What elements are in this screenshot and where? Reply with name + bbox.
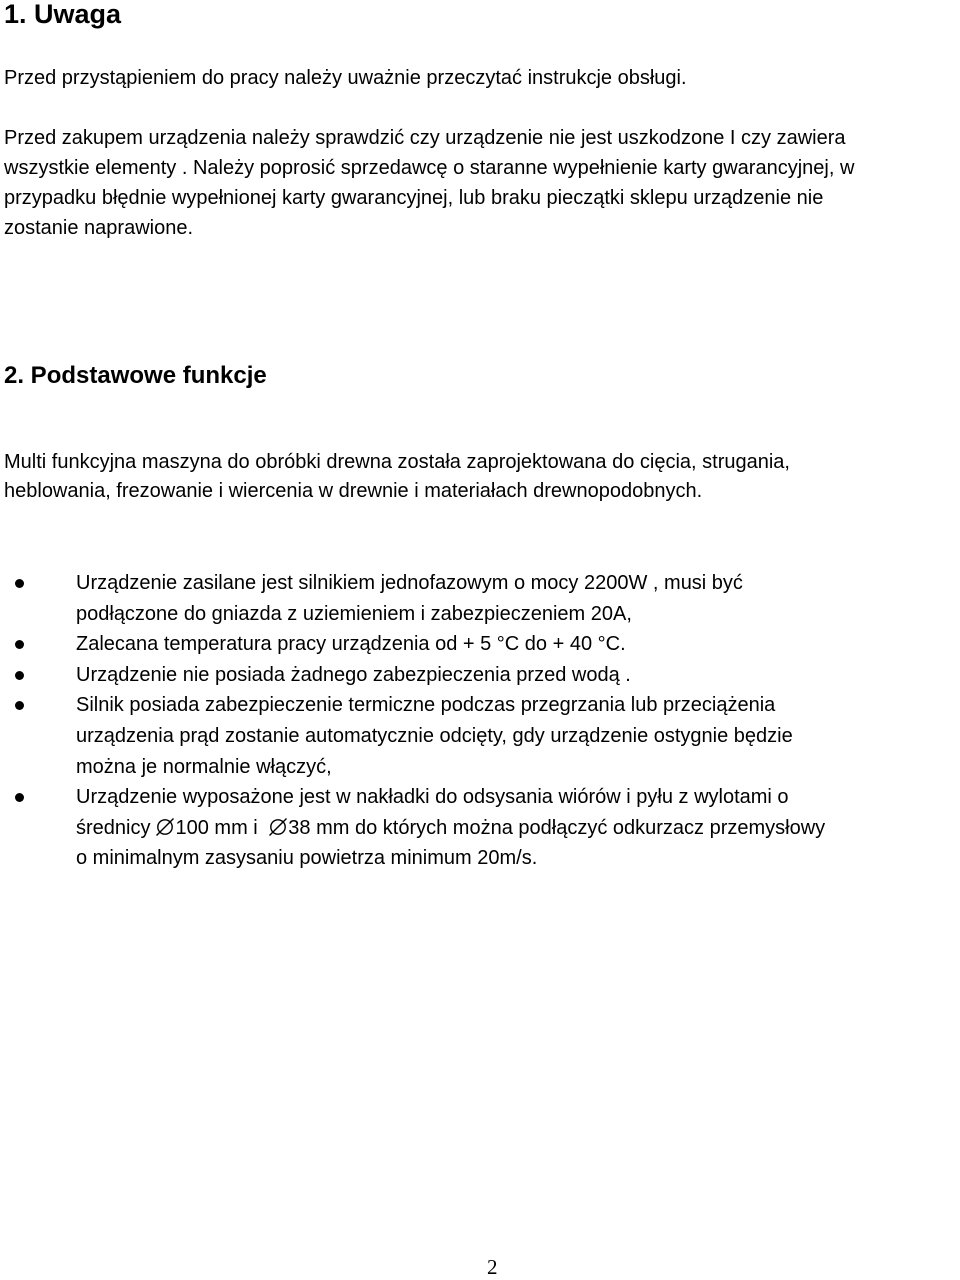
diameter-value-38: 38 mm do których można podłączyć odkurzacz przemysłowy [288,816,826,839]
text-line: wszystkie elementy . Należy poprosić sprzedawcę o staranne wypełnienie karty gwarancyjnej, w [4,157,855,179]
bullet-dot-icon [15,793,24,802]
diameter-label: średnicy [76,816,151,839]
text-line: Przed przystąpieniem do pracy należy uważnie przeczytać instrukcje obsługi. [4,67,687,89]
diameter-symbol-icon [156,818,174,836]
text-line: heblowania, frezowanie i wiercenia w drewnie i materiałach drewnopodobnych. [4,480,703,502]
text-line: przypadku błędnie wypełnionej karty gwarancyjnej, lub braku pieczątki sklepu urządzenie nie [4,187,824,209]
text-line: o minimalnym zasysaniu powietrza minimum 20m/s. [76,847,538,870]
bullet-item-water-protection [0,660,940,691]
text-line: podłączone do gniazda z uziemieniem i zabezpieczeniem 20A, [76,602,632,625]
bullet-item-dust-extraction [0,782,940,874]
bullet-item-temperature [0,629,940,660]
text-line: Urządzenie wyposażone jest w nakładki do odsysania wiórów i pyłu z wylotami o [76,786,789,809]
text-line-diameters [76,813,940,844]
text-line: Urządzenie zasilane jest silnikiem jednofazowym o mocy 2200W , musi być [76,572,743,594]
paragraph-machine-description [4,448,954,506]
text-line: Multi funkcyjna maszyna do obróbki drewna została zaprojektowana do cięcia, strugania, [4,451,790,473]
bullet-dot-icon [15,640,24,649]
section-title-uwaga: 1. Uwaga [4,0,122,29]
text-line: Zalecana temperatura pracy urządzenia od + 5 °C do + 40 °C. [76,633,626,656]
diameter-symbol-icon [269,818,287,836]
bullet-item-power [0,568,940,629]
page-number: 2 [487,1255,498,1279]
bullet-dot-icon [15,579,24,588]
diameter-value-100: 100 mm i [175,816,258,839]
text-line: Przed zakupem urządzenia należy sprawdzić czy urządzenie nie jest uszkodzone I czy zawiera [4,127,846,149]
bullet-dot-icon [15,701,24,710]
paragraph-check-device [4,123,954,243]
section-title-basic-functions: 2. Podstawowe funkcje [4,362,267,389]
bullet-dot-icon [15,671,24,680]
text-line: można je normalnie włączyć, [76,755,332,778]
text-line: Urządzenie nie posiada żadnego zabezpieczenia przed wodą . [76,663,631,686]
text-line: urządzenia prąd zostanie automatycznie odcięty, gdy urządzenie ostygnie będzie [76,724,793,747]
text-line: Silnik posiada zabezpieczenie termiczne podczas przegrzania lub przeciążenia [76,694,776,717]
bullet-item-thermal-protection [0,690,940,782]
text-line: zostanie naprawione. [4,217,194,239]
feature-bullet-list [0,568,940,874]
paragraph-read-instructions [4,63,954,93]
